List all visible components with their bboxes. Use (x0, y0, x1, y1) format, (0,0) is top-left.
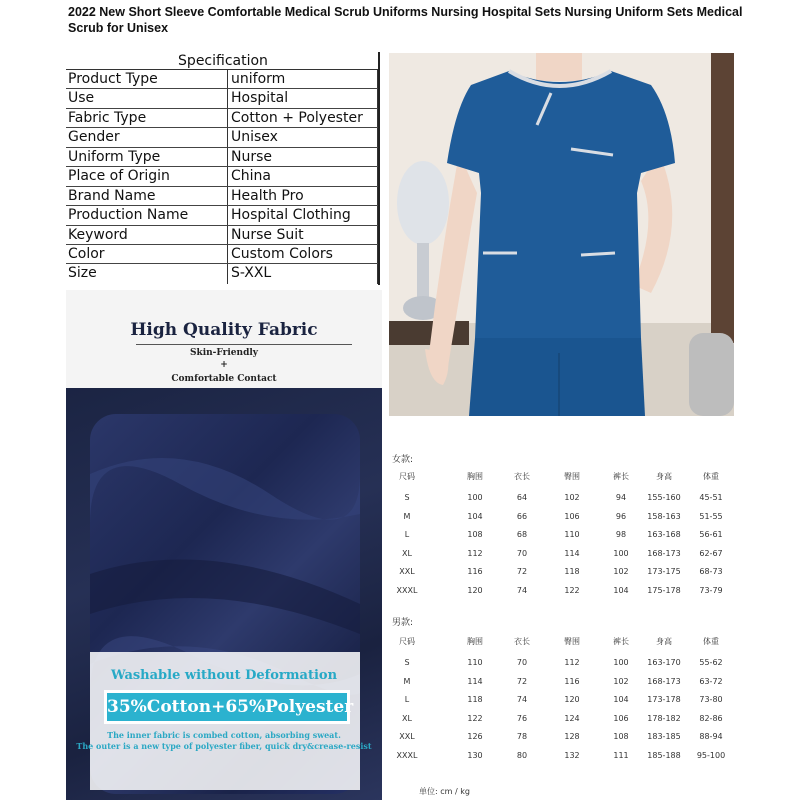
size-cell: XXXL (396, 585, 418, 595)
size-header-cell: 臀围 (564, 637, 580, 646)
size-cell: 178-182 (647, 713, 681, 723)
size-header-cell: 衣长 (514, 472, 530, 481)
size-cell: 100 (467, 493, 483, 502)
size-cell: S (404, 493, 410, 502)
size-cell: 73-79 (699, 585, 723, 595)
size-cell: 64 (516, 493, 528, 502)
spec-value: Nurse (228, 148, 378, 166)
fabric-divider (136, 344, 352, 345)
men-size-label: 男款: (392, 618, 414, 628)
size-header-cell: 尺码 (399, 472, 415, 481)
fabric-sub-plus: + (220, 360, 228, 370)
size-cell: 120 (564, 695, 580, 705)
size-header-cell: 尺码 (399, 637, 415, 646)
size-cell: 114 (564, 548, 580, 558)
spec-key: Color (66, 245, 228, 263)
size-header-cell: 裤长 (613, 637, 629, 646)
size-cell: 106 (613, 713, 629, 723)
spec-key: Keyword (66, 226, 228, 244)
size-header-cell: 体重 (703, 472, 719, 481)
size-cell: 56-61 (699, 530, 723, 540)
size-cell: 106 (564, 511, 580, 521)
spec-value: Nurse Suit (228, 226, 378, 244)
size-cell: S (404, 658, 410, 667)
size-cell: 116 (564, 676, 580, 686)
size-cell: 118 (564, 567, 580, 577)
size-cell: 70 (516, 658, 528, 667)
size-cell: 112 (467, 548, 483, 558)
size-cell: 45-51 (699, 493, 723, 502)
size-cell: 175-178 (647, 585, 681, 595)
fabric-note-inner: The inner fabric is combed cotton, absorbing sweat. (107, 730, 341, 740)
fabric-note-outer: The outer is a new type of polyester fiber, quick dry&crease-resist (76, 741, 372, 751)
fabric-heading: High Quality Fabric (130, 320, 318, 340)
size-cell: 163-170 (647, 658, 681, 667)
fabric-panel (66, 290, 382, 800)
composition-badge: 35%Cotton+65%Polyester (104, 690, 350, 724)
size-cell: 102 (564, 493, 580, 502)
spec-key: Gender (66, 128, 228, 146)
size-cell: 173-175 (647, 567, 681, 577)
spec-key: Use (66, 89, 228, 107)
size-cell: 51-55 (699, 511, 723, 521)
size-header-cell: 体重 (703, 637, 719, 646)
size-cell: 118 (467, 695, 483, 705)
size-cell: 110 (467, 658, 483, 667)
size-cell: 163-168 (647, 530, 681, 540)
size-cell: XXL (399, 567, 415, 577)
size-cell: 108 (613, 732, 629, 742)
size-cell: 168-173 (647, 548, 681, 558)
size-cell: 80 (516, 750, 528, 760)
product-photo (389, 53, 734, 416)
size-cell: 183-185 (647, 732, 681, 742)
specification-border (66, 52, 380, 285)
spec-value: uniform (228, 70, 378, 88)
spec-key: Product Type (66, 70, 228, 88)
spec-key: Fabric Type (66, 109, 228, 127)
size-cell: 104 (613, 695, 629, 705)
specification-heading: Specification (66, 52, 380, 70)
size-cell: L (404, 530, 410, 540)
women-size-label: 女款: (392, 455, 414, 465)
size-cell: 124 (564, 713, 580, 723)
size-cell: XL (402, 713, 412, 723)
spec-value: Hospital (228, 89, 378, 107)
spec-value: Cotton + Polyester (228, 109, 378, 127)
size-cell: 62-67 (699, 548, 723, 558)
size-cell: 111 (613, 750, 629, 760)
size-header-cell: 胸围 (467, 637, 483, 646)
size-cell: 112 (564, 658, 580, 667)
size-cell: M (403, 511, 411, 521)
size-header-cell: 臀围 (564, 472, 580, 481)
size-cell: 95-100 (696, 750, 726, 760)
size-cell: 102 (613, 567, 629, 577)
size-cell: XL (402, 548, 412, 558)
spec-value: Health Pro (228, 187, 378, 205)
spec-value: S-XXL (228, 264, 378, 283)
size-cell: 73-80 (699, 695, 723, 705)
spec-key: Production Name (66, 206, 228, 224)
spec-value: Hospital Clothing (228, 206, 378, 224)
size-cell: 63-72 (699, 676, 723, 686)
spec-value: China (228, 167, 378, 185)
size-cell: 110 (564, 530, 580, 540)
size-cell: 102 (613, 676, 629, 686)
size-cell: 158-163 (647, 511, 681, 521)
size-cell: 130 (467, 750, 483, 760)
spec-value: Custom Colors (228, 245, 378, 263)
size-cell: 126 (467, 732, 483, 742)
size-header-cell: 衣长 (514, 637, 530, 646)
size-cell: 96 (615, 511, 627, 521)
size-cell: M (403, 676, 411, 686)
size-cell: 132 (564, 750, 580, 760)
size-cell: 116 (467, 567, 483, 577)
size-header-cell: 裤长 (613, 472, 629, 481)
size-cell: 122 (564, 585, 580, 595)
size-cell: 74 (516, 695, 528, 705)
fabric-sub-skin: Skin-Friendly (189, 348, 259, 358)
size-cell: 70 (516, 548, 528, 558)
size-cell: 168-173 (647, 676, 681, 686)
size-cell: 76 (516, 713, 528, 723)
size-header-cell: 身高 (656, 637, 672, 646)
size-cell: L (404, 695, 410, 705)
size-cell: 98 (615, 530, 627, 540)
size-cell: 94 (615, 493, 627, 502)
size-cell: 155-160 (647, 493, 681, 502)
spec-key: Uniform Type (66, 148, 228, 166)
size-cell: 173-178 (647, 695, 681, 705)
size-cell: 104 (467, 511, 483, 521)
size-cell: 66 (516, 511, 528, 521)
size-cell: 128 (564, 732, 580, 742)
size-cell: 68-73 (699, 567, 723, 577)
size-cell: 108 (467, 530, 483, 540)
size-header-cell: 身高 (656, 472, 672, 481)
size-cell: 114 (467, 676, 483, 686)
size-cell: XXXL (396, 750, 418, 760)
size-cell: 55-62 (699, 658, 723, 667)
washable-heading: Washable without Deformation (110, 668, 338, 683)
spec-key: Place of Origin (66, 167, 228, 185)
size-cell: 122 (467, 713, 483, 723)
spec-key: Brand Name (66, 187, 228, 205)
size-cell: 68 (516, 530, 528, 540)
size-cell: 74 (516, 585, 528, 595)
spec-key: Size (66, 264, 228, 283)
size-cell: 185-188 (647, 750, 681, 760)
size-cell: XXL (399, 732, 415, 742)
unit-note: 单位: cm / kg (419, 787, 470, 796)
fabric-sub-comfort: Comfortable Contact (171, 374, 277, 384)
size-cell: 88-94 (699, 732, 723, 742)
product-title: 2022 New Short Sleeve Comfortable Medical Scrub Uniforms Nursing Hospital Sets Nursing Uniform Sets Medical Scrub for Unisex (68, 5, 743, 35)
size-cell: 82-86 (699, 713, 723, 723)
size-header-cell: 胸围 (467, 472, 483, 481)
model-wearing-scrubs-image (389, 53, 734, 416)
size-cell: 100 (613, 658, 629, 667)
size-cell: 78 (516, 732, 528, 742)
size-cell: 120 (467, 585, 483, 595)
spec-value: Unisex (228, 128, 378, 146)
size-cell: 104 (613, 585, 629, 595)
size-cell: 72 (516, 567, 528, 577)
size-cell: 100 (613, 548, 629, 558)
size-cell: 72 (516, 676, 528, 686)
